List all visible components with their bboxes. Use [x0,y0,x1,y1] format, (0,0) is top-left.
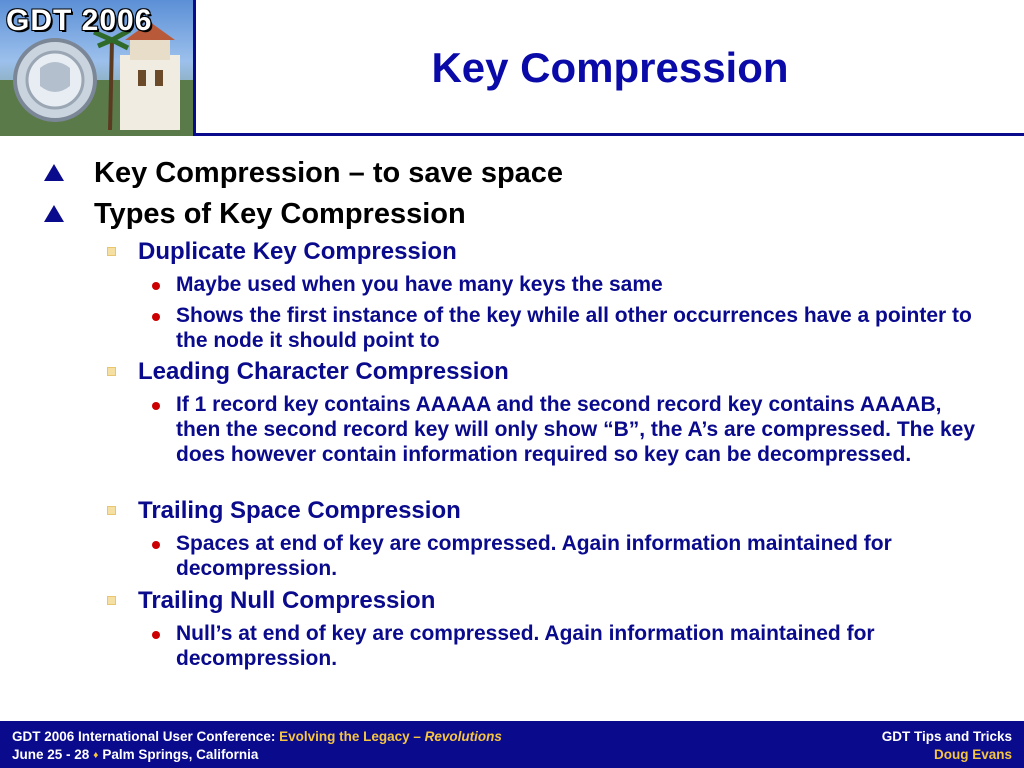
slide-title: Key Compression [431,44,789,91]
triangle-bullet-icon [44,205,64,222]
dot-bullet-icon [152,541,160,549]
conference-line [12,729,502,744]
conference-logo [0,0,196,136]
bullet-level3 [176,621,976,671]
dot-bullet-icon [152,631,160,639]
bullet-text: Maybe used when you have many keys the same [176,273,663,296]
bullet-level2 [138,238,457,266]
bullet-level3 [176,303,976,353]
bullet-text: Trailing Space Compression [138,497,461,524]
bullet-level2 [138,587,435,615]
bullet-text: Duplicate Key Compression [138,238,457,265]
dot-bullet-icon [152,313,160,321]
presenter-name: Doug Evans [933,747,1012,762]
diamond-separator-icon: ♦ [93,750,99,761]
date-location-line [12,747,258,762]
bullet-level2 [138,497,461,525]
conference-theme: Evolving the Legacy – [279,729,425,744]
bullet-level3 [176,531,976,581]
bullet-level3 [176,272,976,297]
conference-prefix: GDT 2006 International User Conference: [12,729,280,744]
square-bullet-icon [107,596,116,605]
bullet-text: If 1 record key contains AAAAA and the second record key contains AAAAB, then the second record key will only show “B”, the A’s are compressed. The key does however contain information required so key can be decompressed. [176,393,976,466]
bullet-text: Types of Key Compression [94,198,466,230]
logo-title: GDT 2006 [6,4,153,37]
dot-bullet-icon [152,402,160,410]
dot-bullet-icon [152,282,160,290]
conference-location: Palm Springs, California [102,747,259,762]
bullet-level1 [94,198,466,231]
bullet-level1 [94,157,563,190]
square-bullet-icon [107,506,116,515]
bullet-text: Null’s at end of key are compressed. Again information maintained for decompression. [176,622,875,670]
bullet-level2 [138,358,509,386]
bullet-text: Shows the first instance of the key while all other occurrences have a pointer to the node it should point to [176,304,972,352]
triangle-bullet-icon [44,164,64,181]
title-divider [196,133,1024,136]
square-bullet-icon [107,367,116,376]
conference-dates: June 25 - 28 [12,747,90,762]
session-title: GDT Tips and Tricks [881,729,1012,744]
slide-footer [0,721,1024,768]
conference-theme-italic: Revolutions [424,729,502,744]
bullet-text: Leading Character Compression [138,358,509,385]
bullet-text: Spaces at end of key are compressed. Again information maintained for decompression. [176,532,892,580]
bullet-text: Trailing Null Compression [138,587,436,614]
bullet-text: Key Compression – to save space [94,157,564,189]
square-bullet-icon [107,247,116,256]
bullet-level3 [176,392,976,467]
